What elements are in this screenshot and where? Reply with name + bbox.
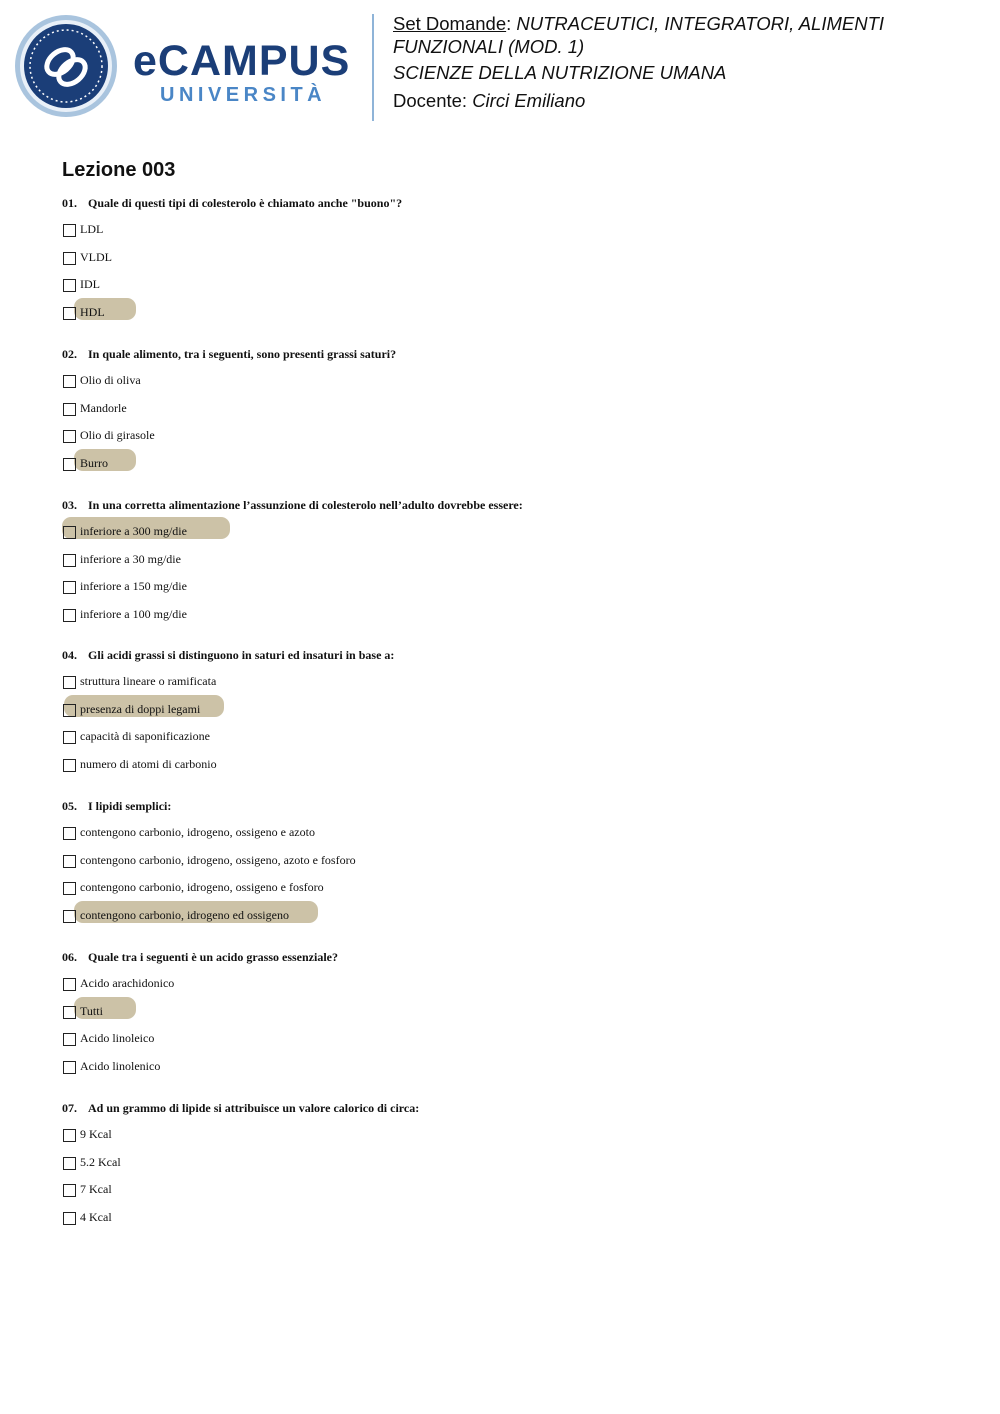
answer-option[interactable] (62, 401, 962, 429)
answer-option[interactable] (62, 428, 962, 456)
question-5 (62, 799, 962, 935)
answer-checkbox[interactable] (63, 882, 76, 895)
answer-option[interactable] (62, 552, 962, 580)
answer-label: contengono carbonio, idrogeno, ossigeno, azoto e fosforo (80, 852, 356, 867)
answer-option[interactable] (62, 579, 962, 607)
answer-label: inferiore a 100 mg/die (80, 606, 187, 621)
question-number: 03. (62, 498, 77, 512)
answer-label: inferiore a 300 mg/die (80, 524, 187, 538)
answer-checkbox[interactable] (63, 855, 76, 868)
answer-label: Tutti (80, 1003, 103, 1018)
answer-label: 7 Kcal (80, 1182, 112, 1197)
answer-option[interactable] (62, 305, 962, 333)
answer-checkbox[interactable] (63, 458, 76, 471)
answer-checkbox[interactable] (63, 704, 76, 717)
page-header (0, 0, 1000, 130)
answer-checkbox[interactable] (63, 827, 76, 840)
answer-label: 5.2 Kcal (80, 1154, 121, 1169)
course-line (393, 61, 983, 84)
question-number: 07. (62, 1101, 77, 1115)
question-number: 02. (62, 347, 77, 361)
answer-label: inferiore a 30 mg/die (80, 551, 181, 566)
question-number: 06. (62, 950, 77, 964)
answer-option[interactable] (62, 373, 962, 401)
course-name: SCIENZE DELLA NUTRIZIONE UMANA (393, 62, 727, 83)
set-title-1: NUTRACEUTICI, INTEGRATORI, ALIMENTI (516, 13, 885, 34)
answer-checkbox[interactable] (63, 554, 76, 567)
ecampus-logo-icon (14, 14, 118, 118)
docente-line (393, 89, 983, 112)
question-prompt: Gli acidi grassi si distinguono in saturi ed insaturi in base a: (88, 648, 395, 662)
answer-checkbox[interactable] (63, 224, 76, 237)
answer-label: 4 Kcal (80, 1209, 112, 1224)
question-text (62, 196, 962, 222)
answer-label: Burro (80, 455, 108, 470)
answer-label: numero di atomi di carbonio (80, 756, 217, 771)
answer-label: capacità di saponificazione (80, 729, 210, 744)
answer-option[interactable] (62, 607, 962, 635)
answer-label: contengono carbonio, idrogeno ed ossigeno (80, 907, 289, 922)
question-text (62, 347, 962, 373)
answer-label: 9 Kcal (80, 1127, 112, 1141)
answer-option[interactable] (62, 1059, 962, 1087)
answer-option[interactable] (62, 976, 962, 1004)
answer-checkbox[interactable] (63, 307, 76, 320)
answer-label: struttura lineare o ramificata (80, 674, 217, 688)
question-prompt: In una corretta alimentazione l’assunzione di colesterolo nell’adulto dovrebbe essere: (88, 498, 523, 512)
docente-name: Circi Emiliano (472, 90, 586, 111)
answer-checkbox[interactable] (63, 1184, 76, 1197)
answer-label: Acido linolenico (80, 1058, 161, 1073)
answer-option[interactable] (62, 825, 962, 853)
answer-option[interactable] (62, 853, 962, 881)
answer-label: Mandorle (80, 400, 127, 415)
answer-option[interactable] (62, 222, 962, 250)
set-line-2 (393, 35, 983, 58)
answer-option[interactable] (62, 1155, 962, 1183)
answer-label: HDL (80, 304, 105, 319)
set-title-2: FUNZIONALI (MOD. 1) (393, 36, 585, 57)
question-prompt: Quale tra i seguenti è un acido grasso essenziale? (88, 950, 338, 964)
answer-option[interactable] (62, 456, 962, 484)
answer-checkbox[interactable] (63, 1129, 76, 1142)
answer-checkbox[interactable] (63, 430, 76, 443)
answer-checkbox[interactable] (63, 375, 76, 388)
answer-option[interactable] (62, 757, 962, 785)
answer-label: Olio di oliva (80, 373, 141, 387)
answer-option[interactable] (62, 1004, 962, 1032)
answer-checkbox[interactable] (63, 1033, 76, 1046)
answer-option[interactable] (62, 277, 962, 305)
answer-checkbox[interactable] (63, 676, 76, 689)
answer-checkbox[interactable] (63, 581, 76, 594)
brand-wordmark (133, 38, 350, 106)
docente-label: Docente: (393, 90, 468, 111)
question-text (62, 799, 962, 825)
answer-option[interactable] (62, 524, 962, 552)
answer-checkbox[interactable] (63, 1006, 76, 1019)
answer-checkbox[interactable] (63, 731, 76, 744)
question-prompt: Ad un grammo di lipide si attribuisce un valore calorico di circa: (88, 1101, 420, 1115)
answer-checkbox[interactable] (63, 609, 76, 622)
question-number: 05. (62, 799, 77, 813)
question-text (62, 648, 962, 674)
question-6 (62, 950, 962, 1086)
question-2 (62, 347, 962, 483)
question-prompt: Quale di questi tipi di colesterolo è chiamato anche "buono"? (88, 196, 403, 210)
answer-option[interactable] (62, 702, 962, 730)
answer-option[interactable] (62, 1127, 962, 1155)
answer-checkbox[interactable] (63, 252, 76, 265)
question-number: 04. (62, 648, 77, 662)
answer-label: contengono carbonio, idrogeno, ossigeno e azoto (80, 825, 315, 839)
set-label: Set Domande (393, 13, 507, 34)
lesson-title: Lezione 003 (62, 159, 176, 181)
answer-checkbox[interactable] (63, 1157, 76, 1170)
answer-option[interactable] (62, 250, 962, 278)
answer-option[interactable] (62, 908, 962, 936)
answer-option[interactable] (62, 1210, 962, 1238)
answer-checkbox[interactable] (63, 978, 76, 991)
answer-checkbox[interactable] (63, 1212, 76, 1225)
question-7 (62, 1101, 962, 1237)
answer-checkbox[interactable] (63, 279, 76, 292)
question-prompt: In quale alimento, tra i seguenti, sono presenti grassi saturi? (88, 347, 397, 361)
header-info (393, 12, 983, 112)
question-prompt: I lipidi semplici: (88, 799, 172, 813)
answer-label: inferiore a 150 mg/die (80, 579, 187, 594)
answer-label: Olio di girasole (80, 428, 155, 443)
answer-checkbox[interactable] (63, 910, 76, 923)
answer-option[interactable] (62, 729, 962, 757)
answer-label: IDL (80, 277, 100, 292)
question-1 (62, 196, 962, 332)
set-line: Set Domande: NUTRACEUTICI, INTEGRATORI, ALIMENTI (393, 13, 885, 34)
answer-option[interactable] (62, 1182, 962, 1210)
header-divider (372, 14, 374, 121)
question-text (62, 1101, 962, 1127)
brand-subtitle: UNIVERSITÀ (160, 84, 327, 106)
answer-checkbox[interactable] (63, 526, 76, 539)
answer-checkbox[interactable] (63, 1061, 76, 1074)
answer-label: Acido arachidonico (80, 976, 175, 990)
answer-label: contengono carbonio, idrogeno, ossigeno e fosforo (80, 880, 324, 895)
question-4 (62, 648, 962, 784)
answer-label: VLDL (80, 249, 112, 264)
brand-name: eCAMPUS (133, 37, 351, 85)
answer-label: presenza di doppi legami (80, 701, 201, 716)
answer-label: LDL (80, 222, 104, 236)
question-3 (62, 498, 962, 634)
answer-checkbox[interactable] (63, 759, 76, 772)
answer-option[interactable] (62, 1031, 962, 1059)
question-number: 01. (62, 196, 77, 210)
answer-label: Acido linoleico (80, 1031, 155, 1046)
question-text (62, 950, 962, 976)
answer-checkbox[interactable] (63, 403, 76, 416)
